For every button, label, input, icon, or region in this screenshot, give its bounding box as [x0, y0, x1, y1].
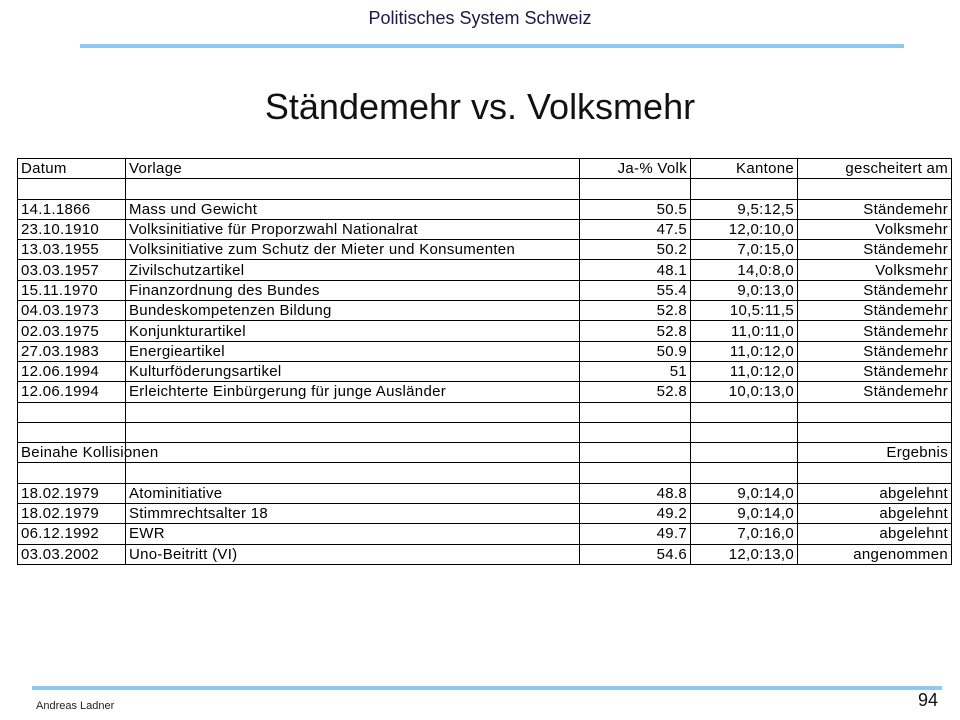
date-cell: 12.06.1994 — [18, 361, 126, 381]
cantons-cell: 9,0:14,0 — [691, 504, 798, 524]
empty-cell — [798, 463, 952, 483]
proposal-cell: Volksinitiative für Proporzwahl Nationalrat — [126, 219, 580, 239]
empty-cell — [580, 422, 691, 442]
date-cell: 03.03.2002 — [18, 544, 126, 564]
table-row — [18, 382, 952, 402]
table-spacer-row — [18, 402, 952, 422]
yes-percent-cell: 51 — [580, 361, 691, 381]
proposal-cell: Finanzordnung des Bundes — [126, 280, 580, 300]
date-cell: 06.12.1992 — [18, 524, 126, 544]
cantons-cell: 12,0:10,0 — [691, 219, 798, 239]
page-number: 94 — [917, 690, 938, 710]
table-spacer-row — [18, 179, 952, 199]
yes-percent-cell: 54.6 — [580, 544, 691, 564]
table-row — [18, 361, 952, 381]
column-header: Datum — [18, 159, 126, 179]
empty-cell — [691, 402, 798, 422]
cantons-cell: 14,0:8,0 — [691, 260, 798, 280]
date-cell: 14.1.1866 — [18, 199, 126, 219]
yes-percent-cell: 52.8 — [580, 382, 691, 402]
empty-cell — [126, 422, 580, 442]
table-spacer-row — [18, 422, 952, 442]
slide-title: Ständemehr vs. Volksmehr — [264, 86, 696, 127]
yes-percent-cell: 50.5 — [580, 199, 691, 219]
proposal-cell: Energieartikel — [126, 341, 580, 361]
cantons-cell: 9,0:13,0 — [691, 280, 798, 300]
empty-cell — [580, 402, 691, 422]
cantons-cell: 12,0:13,0 — [691, 544, 798, 564]
cantons-cell: 10,0:13,0 — [691, 382, 798, 402]
yes-percent-cell: 50.9 — [580, 341, 691, 361]
proposal-cell: Zivilschutzartikel — [126, 260, 580, 280]
table-row — [18, 219, 952, 239]
author: Andreas Ladner — [36, 700, 115, 712]
yes-percent-cell: 49.7 — [580, 524, 691, 544]
proposal-cell: Mass und Gewicht — [126, 199, 580, 219]
yes-percent-cell: 49.2 — [580, 504, 691, 524]
outcome-cell: abgelehnt — [798, 524, 952, 544]
table-row — [18, 321, 952, 341]
outcome-cell: abgelehnt — [798, 504, 952, 524]
yes-percent-cell: 55.4 — [580, 280, 691, 300]
table-row — [18, 240, 952, 260]
header-title: Politisches System Schweiz — [368, 8, 592, 28]
empty-cell — [18, 179, 126, 199]
column-header: Ja-% Volk — [580, 159, 691, 179]
empty-cell — [580, 463, 691, 483]
proposal-cell: Stimmrechtsalter 18 — [126, 504, 580, 524]
outcome-cell: Ständemehr — [798, 321, 952, 341]
votes-table — [17, 158, 952, 565]
date-cell: 02.03.1975 — [18, 321, 126, 341]
empty-cell — [691, 422, 798, 442]
proposal-cell: Kulturföderungsartikel — [126, 361, 580, 381]
date-cell: 12.06.1994 — [18, 382, 126, 402]
table-spacer-row — [18, 463, 952, 483]
table-row — [18, 199, 952, 219]
empty-cell — [126, 443, 580, 463]
cantons-cell: 7,0:15,0 — [691, 240, 798, 260]
column-header: Ergebnis — [798, 443, 952, 463]
empty-cell — [798, 422, 952, 442]
yes-percent-cell: 50.2 — [580, 240, 691, 260]
proposal-cell: Volksinitiative zum Schutz der Mieter und Konsumenten — [126, 240, 580, 260]
date-cell: 23.10.1910 — [18, 219, 126, 239]
outcome-cell: Ständemehr — [798, 240, 952, 260]
cantons-cell: 9,0:14,0 — [691, 483, 798, 503]
table-row — [18, 260, 952, 280]
section-header-row — [18, 443, 952, 463]
outcome-cell: Ständemehr — [798, 280, 952, 300]
column-header: gescheitert am — [798, 159, 952, 179]
proposal-cell: EWR — [126, 524, 580, 544]
cantons-cell: 7,0:16,0 — [691, 524, 798, 544]
yes-percent-cell: 47.5 — [580, 219, 691, 239]
date-cell: 04.03.1973 — [18, 301, 126, 321]
cantons-cell: 11,0:12,0 — [691, 361, 798, 381]
empty-cell — [126, 463, 580, 483]
cantons-cell: 11,0:11,0 — [691, 321, 798, 341]
outcome-cell: Ständemehr — [798, 301, 952, 321]
empty-cell — [18, 402, 126, 422]
table-row — [18, 280, 952, 300]
header-rule — [80, 44, 904, 48]
date-cell: 15.11.1970 — [18, 280, 126, 300]
table-header-row — [18, 159, 952, 179]
outcome-cell: angenommen — [798, 544, 952, 564]
empty-cell — [126, 402, 580, 422]
empty-cell — [691, 443, 798, 463]
proposal-cell: Konjunkturartikel — [126, 321, 580, 341]
proposal-cell: Uno-Beitritt (VI) — [126, 544, 580, 564]
cantons-cell: 11,0:12,0 — [691, 341, 798, 361]
section-title: Beinahe Kollisionen — [18, 443, 126, 463]
outcome-cell: Ständemehr — [798, 341, 952, 361]
table-row — [18, 483, 952, 503]
column-header: Kantone — [691, 159, 798, 179]
table-row — [18, 341, 952, 361]
date-cell: 13.03.1955 — [18, 240, 126, 260]
empty-cell — [798, 179, 952, 199]
table-row — [18, 544, 952, 564]
outcome-cell: Volksmehr — [798, 219, 952, 239]
yes-percent-cell: 52.8 — [580, 321, 691, 341]
empty-cell — [580, 179, 691, 199]
outcome-cell: abgelehnt — [798, 483, 952, 503]
empty-cell — [691, 179, 798, 199]
table-row — [18, 301, 952, 321]
table-row — [18, 524, 952, 544]
date-cell: 03.03.1957 — [18, 260, 126, 280]
footer-rule — [32, 686, 942, 690]
proposal-cell: Atominitiative — [126, 483, 580, 503]
yes-percent-cell: 48.1 — [580, 260, 691, 280]
empty-cell — [126, 179, 580, 199]
outcome-cell: Ständemehr — [798, 361, 952, 381]
date-cell: 18.02.1979 — [18, 483, 126, 503]
cantons-cell: 10,5:11,5 — [691, 301, 798, 321]
date-cell: 27.03.1983 — [18, 341, 126, 361]
empty-cell — [18, 463, 126, 483]
outcome-cell: Ständemehr — [798, 199, 952, 219]
empty-cell — [798, 402, 952, 422]
column-header: Vorlage — [126, 159, 580, 179]
empty-cell — [580, 443, 691, 463]
outcome-cell: Volksmehr — [798, 260, 952, 280]
empty-cell — [691, 463, 798, 483]
outcome-cell: Ständemehr — [798, 382, 952, 402]
cantons-cell: 9,5:12,5 — [691, 199, 798, 219]
yes-percent-cell: 52.8 — [580, 301, 691, 321]
proposal-cell: Erleichterte Einbürgerung für junge Ausländer — [126, 382, 580, 402]
empty-cell — [18, 422, 126, 442]
date-cell: 18.02.1979 — [18, 504, 126, 524]
yes-percent-cell: 48.8 — [580, 483, 691, 503]
table-row — [18, 504, 952, 524]
proposal-cell: Bundeskompetenzen Bildung — [126, 301, 580, 321]
